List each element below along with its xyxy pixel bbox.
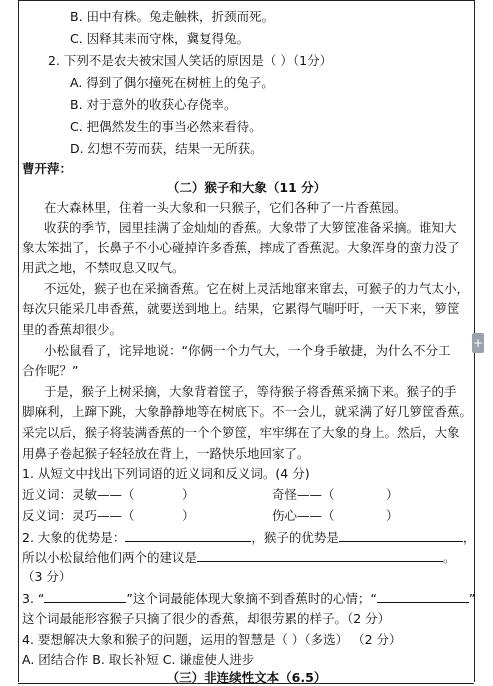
- story-line: 用鼻子卷起猴子轻轻放在背上，一路快乐地回家了。: [22, 446, 310, 461]
- punctuation: ”: [468, 591, 476, 606]
- advice-label: 所以小松鼠给他们两个的建议是: [22, 550, 198, 565]
- story-line: 里的香蕉却很少。: [22, 322, 123, 337]
- section-title-nonlinear-text: （三）非连续性文本（6.5）: [166, 670, 327, 685]
- expand-handle-icon[interactable]: +: [472, 333, 484, 353]
- punctuation: ，: [462, 530, 476, 545]
- synonym-label: 近义词：灵敏——（: [22, 487, 135, 502]
- story-line: 象太笨拙了，长鼻子不小心碰掉许多香蕉，摔成了香蕉泥。大象浑身的蛮力没了: [22, 240, 460, 255]
- story-line: 不远处，猴子也在采摘香蕉。它在树上灵活地窜来窜去，可猴子的力气太小，: [44, 281, 470, 296]
- q-wisdom-stem: 4. 要想解决大象和猴子的问题，运用的智慧是（ ）（多选） （2 分）: [22, 632, 402, 647]
- q-advantage-line2: [22, 549, 456, 566]
- advantage-monkey-label: ，猴子的优势是: [251, 530, 339, 545]
- story-line: 收获的季节，园里挂满了金灿灿的香蕉。大象带了大箩筐准备采摘。谁知大: [44, 220, 457, 235]
- q-wisdom-options: A. 团结合作 B. 取长补短 C. 谦虚使人进步: [22, 652, 255, 667]
- antonym-mid: 伤心——（: [272, 508, 335, 523]
- q-word-text: ”这个词最能体现大象摘不到香蕉时的心情；“: [126, 591, 377, 606]
- story-line: 用武之地，不禁叹息又叹气。: [22, 260, 185, 275]
- q2-option-d: D. 幻想不劳而获，结果一无所获。: [70, 141, 263, 156]
- q1-option-c: C. 因释其耒而守株，冀复得兔。: [70, 31, 250, 46]
- story-line: 每次只能采几串香蕉，就要送到地上。结果，它累得气喘吁吁，一天下来，箩筐: [22, 301, 460, 316]
- synonym-mid: 奇怪——（: [272, 487, 335, 502]
- answer-blank[interactable]: [377, 590, 469, 603]
- antonym-label: 反义词：灵巧——（: [22, 508, 135, 523]
- author-label: 曹开萍：: [22, 161, 73, 176]
- q-word-number: 3. “: [22, 591, 45, 606]
- answer-blank[interactable]: [44, 590, 126, 603]
- q-word-line1: [22, 590, 475, 607]
- q2-option-a: A. 得到了偶尔撞死在树桩上的兔子。: [70, 75, 274, 90]
- q1-option-b: B. 田中有株。兔走触株，折颈而死。: [70, 9, 275, 24]
- answer-blank[interactable]: [339, 529, 463, 542]
- q2-option-b: B. 对于意外的收获心存侥幸。: [70, 97, 237, 112]
- q2-stem: 2. 下列不是农夫被宋国人笑话的原因是（ ）（1分）: [48, 53, 333, 68]
- antonym-close: ）: [182, 508, 195, 523]
- story-line: 合作呢？”: [22, 363, 79, 378]
- q-synonym-stem: 1. 从短文中找出下列词语的近义词和反义词。(4 分): [22, 466, 310, 481]
- antonym-close-2: ）: [386, 508, 399, 523]
- story-line: 脚麻利，上蹿下跳，大象静静地等在树底下。不一会儿，就采满了好几箩筐香蕉。: [22, 404, 473, 419]
- story-line: 于是，猴子上树采摘，大象背着筐子，等待猴子将香蕉采摘下来。猴子的手: [44, 384, 457, 399]
- synonym-close-2: ）: [386, 487, 399, 502]
- advantage-elephant-label: 2. 大象的优势是：: [22, 530, 126, 545]
- story-line: 在大森林里，住着一头大象和一只猴子，它们各种了一片香蕉园。: [44, 200, 407, 215]
- section-title-monkey-elephant: （二）猴子和大象（11 分）: [166, 180, 327, 195]
- synonym-close: ）: [182, 487, 195, 502]
- q2-option-c: C. 把偶然发生的事当必然来看待。: [70, 119, 262, 134]
- q-advantage-score: （3 分）: [22, 569, 72, 584]
- answer-blank[interactable]: [125, 529, 251, 542]
- q-antonym-row: [22, 508, 135, 524]
- q-advantage-line1: [22, 529, 475, 546]
- answer-blank[interactable]: [197, 549, 443, 562]
- story-line: 小松鼠看了，诧异地说：“你俩一个力气大，一个身手敏捷，为什么不分工: [44, 343, 451, 358]
- story-line: 采完以后，猴子将装满香蕉的一个个箩筐，牢牢绑在了大象的身上。然后，大象: [22, 425, 460, 440]
- q-word-line2: 这个词最能形容猴子只摘了很少的香蕉，却很劳累的样子。（2 分）: [22, 611, 391, 626]
- punctuation: 。: [443, 550, 456, 565]
- q-synonym-row: [22, 487, 135, 503]
